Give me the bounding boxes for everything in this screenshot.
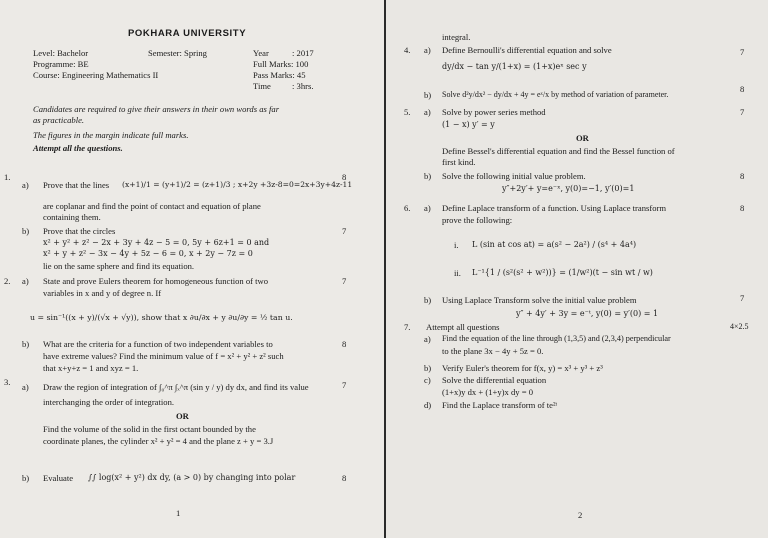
q6-number: 6.	[404, 203, 411, 213]
q7b-label: b)	[424, 363, 432, 373]
q6b-label: b)	[424, 295, 432, 305]
q6a-ii-label: ii.	[454, 268, 461, 278]
q5b-equation: y″+2y′+ y=e⁻ˣ, y(0)=−1, y′(0)=1	[502, 184, 635, 193]
q2b-text: What are the criteria for a function of two independent variables to	[43, 339, 273, 349]
q1a-text: Prove that the lines	[43, 180, 110, 190]
year-value: : 2017	[292, 48, 314, 58]
q2b-text-2: have extreme values? Find the minimum value of f = x² + y² + z² such	[43, 351, 284, 361]
q5a-label: a)	[424, 107, 431, 117]
q6a-label: a)	[424, 203, 431, 213]
q4a-marks: 7	[740, 47, 745, 57]
q5a-equation: (1 − x) y′ = y	[442, 120, 495, 129]
q5b-label: b)	[424, 171, 432, 181]
q1b-text: Prove that the circles	[43, 226, 116, 236]
q7a-text-2: to the plane 3x − 4y + 5z = 0.	[442, 346, 544, 356]
q7d-label: d)	[424, 400, 432, 410]
q4a-equation: dy/dx − tan y/(1+x) = (1+x)eˣ sec y	[442, 62, 587, 71]
q1b-text-2: lie on the same sphere and find its equation.	[43, 261, 195, 271]
q6a-ii-equation: L⁻¹{1 / (s²(s² + w²))} = (1/w²)(t − sin wt / w)	[472, 268, 653, 277]
q4b-label: b)	[424, 90, 432, 100]
q1b-marks: 7	[342, 226, 347, 236]
q1a-text-2: are coplanar and find the point of contact and equation of plane	[43, 201, 261, 211]
q5b-marks: 8	[740, 171, 745, 181]
q6a-text-2: prove the following:	[442, 215, 513, 225]
q6a-marks: 8	[740, 203, 745, 213]
instruction-line-1: Candidates are required to give their answers in their own words as far	[33, 104, 280, 114]
page-number-2: 2	[578, 510, 583, 520]
q7a-text: Find the equation of the line through (1,3,5) and (2,3,4) perpendicular	[442, 334, 671, 343]
q5a-text: Solve by power series method	[442, 107, 546, 117]
time-label: Time	[253, 81, 271, 91]
q1a-text-3: containing them.	[43, 212, 101, 222]
q6a-i-equation: L (sin at cos at) = a(s² − 2a²) / (s⁴ + 4a⁴)	[472, 240, 637, 249]
q7-marks: 4×2.5	[730, 322, 749, 331]
q1a-equation: (x+1)/1 = (y+1)/2 = (z+1)/3 ; x+2y +3z-8=0=2x+3y+4z-11	[122, 180, 353, 189]
instruction-line-2: as practicable.	[33, 115, 85, 125]
q7-text: Attempt all questions	[426, 322, 500, 332]
q3b-label: b)	[22, 473, 30, 483]
q2a-text: State and prove Eulers theorem for homogeneous function of two	[43, 276, 269, 286]
instruction-line-4: Attempt all the questions.	[33, 143, 123, 153]
q3a-marks: 7	[342, 380, 347, 390]
university-title: POKHARA UNIVERSITY	[128, 28, 247, 39]
q3b-equation: ∫∫ log(x² + y²) dx dy, (a > 0) by changing into polar	[88, 473, 296, 482]
q5-or: OR	[576, 133, 589, 143]
q7a-label: a)	[424, 334, 431, 344]
q4a-label: a)	[424, 45, 431, 55]
q3a-text-2: interchanging the order of integration.	[43, 397, 175, 407]
q4a-text: Define Bernoulli's differential equation and solve	[442, 45, 612, 55]
q6b-equation: y″ + 4y′ + 3y = e⁻ᵗ, y(0) = y′(0) = 1	[516, 309, 659, 318]
programme: Programme: BE	[33, 59, 89, 69]
q3a-text: Draw the region of integration of ∫₀^π ∫ₓ^π (sin y / y) dy dx, and find its value	[43, 382, 309, 392]
q7-number: 7.	[404, 322, 411, 332]
q2a-label: a)	[22, 276, 29, 286]
q3-or-text-2: coordinate planes, the cylinder x² + y² = 4 and the plane z + y = 3.J	[43, 436, 274, 446]
level: Level: Bachelor	[33, 48, 89, 58]
q2a-text-2: variables in x and y of degree n. If	[43, 288, 162, 298]
q7c-label: c)	[424, 375, 431, 385]
q7c-text-2: (1+x)y dx + (1+y)x dy = 0	[442, 387, 533, 397]
exam-page-2	[386, 0, 768, 538]
q1a-marks: 8	[342, 172, 347, 182]
q3b-text: Evaluate	[43, 473, 74, 483]
year-label: Year	[253, 48, 269, 58]
q6a-text: Define Laplace transform of a function. Using Laplace transform	[442, 203, 667, 213]
instruction-line-3: The figures in the margin indicate full marks.	[33, 130, 189, 140]
semester: Semester: Spring	[148, 48, 207, 58]
q5b-text: Solve the following initial value problem.	[442, 171, 586, 181]
q2a-equation: u = sin⁻¹((x + y)/(√x + √y)), show that x ∂u/∂x + y ∂u/∂y = ½ tan u.	[30, 313, 293, 322]
q5-or-text: Define Bessel's differential equation and find the Bessel function of	[442, 146, 675, 156]
page-number-1: 1	[176, 508, 181, 518]
q1b-label: b)	[22, 226, 30, 236]
q1b-equation-1: x² + y² + z² − 2x + 3y + 4z − 5 = 0, 5y + 6z+1 = 0 and	[43, 238, 270, 247]
q6a-i-label: i.	[454, 240, 459, 250]
q6b-text: Using Laplace Transform solve the initial value problem	[442, 295, 637, 305]
q6b-marks: 7	[740, 293, 745, 303]
q2b-label: b)	[22, 339, 30, 349]
course: Course: Engineering Mathematics II	[33, 70, 159, 80]
pass-marks: Pass Marks: 45	[253, 70, 306, 80]
q1-number: 1.	[4, 172, 11, 182]
q1b-equation-2: x² + y + z² − 3x − 4y + 5z − 6 = 0, x + 2y − 7z = 0	[43, 249, 253, 258]
q5a-marks: 7	[740, 107, 745, 117]
q2a-marks: 7	[342, 276, 347, 286]
q3-or-text: Find the volume of the solid in the first octant bounded by the	[43, 424, 256, 434]
q3a-label: a)	[22, 382, 29, 392]
q4b-marks: 8	[740, 84, 745, 94]
q7d-text: Find the Laplace transform of te²ᵗ	[442, 400, 558, 410]
q4b-text: Solve d²y/dx² − dy/dx + 4y = eˣ/x by method of variation of parameter.	[442, 90, 669, 99]
full-marks: Full Marks: 100	[253, 59, 309, 69]
q3-number: 3.	[4, 377, 11, 387]
integral-continuation: integral.	[442, 32, 471, 42]
q7c-text: Solve the differential equation	[442, 375, 547, 385]
time-value: : 3hrs.	[292, 81, 314, 91]
q2-number: 2.	[4, 276, 11, 286]
q7b-text: Verify Euler's theorem for f(x, y) = x³ + y³ + z³	[442, 363, 603, 373]
q2b-marks: 8	[342, 339, 347, 349]
q4-number: 4.	[404, 45, 411, 55]
q1a-label: a)	[22, 180, 29, 190]
q5-or-text-2: first kind.	[442, 157, 476, 167]
q5-number: 5.	[404, 107, 411, 117]
q3b-marks: 8	[342, 473, 347, 483]
q3-or: OR	[176, 411, 189, 421]
q2b-text-3: that x+y+z = 1 and xyz = 1.	[43, 363, 139, 373]
